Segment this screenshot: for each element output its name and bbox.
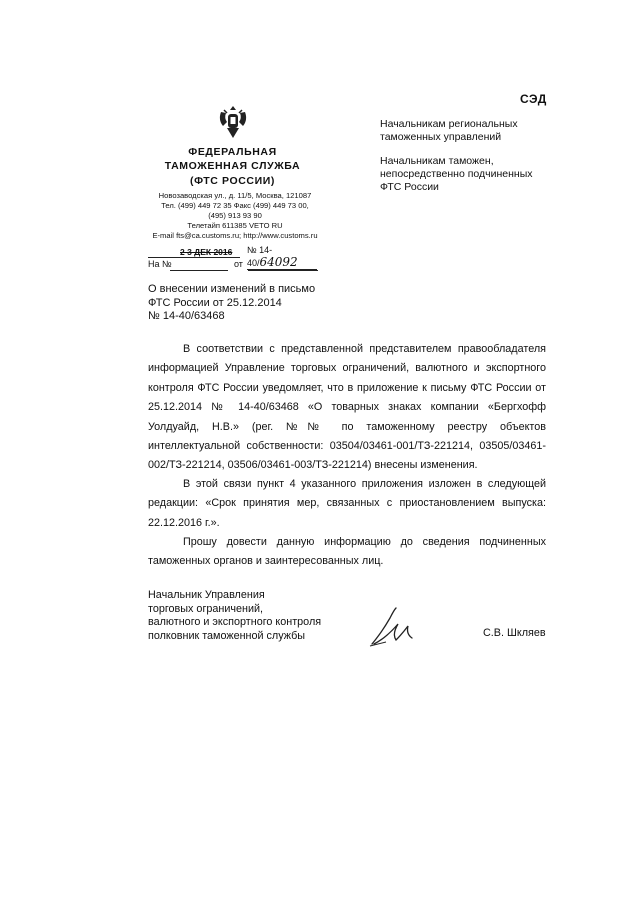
- recipient-line5: ФТС России: [380, 181, 439, 193]
- recipient-line4: непосредственно подчиненных: [380, 168, 533, 180]
- sender-phone2: (495) 913 93 90: [208, 211, 262, 220]
- sender-teletype: Телетайп 611385 VETO RU: [187, 221, 283, 230]
- signoff-line4: полковник таможенной службы: [148, 629, 306, 642]
- body-paragraph-1: [148, 340, 546, 476]
- signoff-line1: Начальник Управления: [148, 589, 265, 601]
- signoff-line2: торговых ограничений,: [148, 602, 264, 615]
- number-handwritten: 64092: [259, 255, 298, 269]
- signoff-line3: валютного и экспортного контроля: [148, 616, 322, 628]
- org-name-line3: (ФТС РОССИИ): [190, 175, 275, 187]
- signature-icon: [368, 604, 420, 648]
- subject: [148, 283, 315, 324]
- recipient-line2: таможенных управлений: [380, 131, 502, 143]
- org-name-line2: ТАМОЖЕННАЯ СЛУЖБА: [164, 160, 301, 172]
- signer-name: С.В. Шкляев: [483, 627, 546, 639]
- date-stamp: 2 3 ДЕК 2016: [180, 247, 233, 257]
- outgoing-date-field: [148, 247, 240, 258]
- body-paragraph-3-text: Прошу довести данную информацию до сведения подчиненных таможенных органов и заинтересованных лиц.: [148, 536, 546, 568]
- recipient-line1: Начальникам региональных: [380, 118, 518, 130]
- number-label: №: [247, 245, 257, 255]
- org-name-line1: ФЕДЕРАЛЬНАЯ: [188, 146, 277, 158]
- incoming-number-line: [170, 270, 228, 271]
- subject-line1: О внесении изменений в письмо: [148, 283, 316, 295]
- sender-address: Новозаводская ул., д. 11/5, Москва, 121087: [158, 191, 312, 200]
- emblem-icon: [215, 102, 251, 142]
- signoff-block: [148, 589, 321, 643]
- sender-phone: Тел. (499) 449 72 35 Факс (499) 449 73 00,: [161, 201, 309, 210]
- body-paragraph-1-text: В соответствии с представленной представителем правообладателя информацией Управление торговых ограничений, валютного и экспортного контроля ФТС России уведомляет, что в приложение к письму ФТС России от 25.12.2014 № 14-40/63468 «О товарных знаках компании «Бергхофф Уолдуайд, Н.В.» (рег. №№ по таможенному реестру объектов интеллектуальной собственности: 03504/03461-001/ТЗ-221214, 03505/03461-002/ТЗ-221214, 03506/03461-003/ТЗ-221214) внесены изменения.: [148, 343, 546, 472]
- incoming-date-label: от: [234, 259, 243, 269]
- body-paragraph-3: [148, 533, 546, 572]
- subject-line3: № 14-40/63468: [148, 310, 225, 322]
- sed-mark: СЭД: [520, 92, 547, 106]
- number-prefix: 14-40/: [247, 245, 273, 268]
- incoming-ref-label: На №: [148, 259, 172, 269]
- recipient-line3: Начальникам таможен,: [380, 155, 494, 167]
- sender-email: E-mail fts@ca.customs.ru; http://www.customs.ru: [152, 231, 318, 240]
- incoming-date-line: [248, 270, 318, 271]
- body-paragraph-2-text: В этой связи пункт 4 указанного приложения изложен в следующей редакции: «Срок принятия мер, связанных с приостановлением выпуска: 22.12.2016 г.».: [148, 478, 546, 529]
- body-paragraph-2: [148, 475, 546, 533]
- subject-line2: ФТС России от 25.12.2014: [148, 296, 282, 309]
- outgoing-number-field: [247, 245, 317, 270]
